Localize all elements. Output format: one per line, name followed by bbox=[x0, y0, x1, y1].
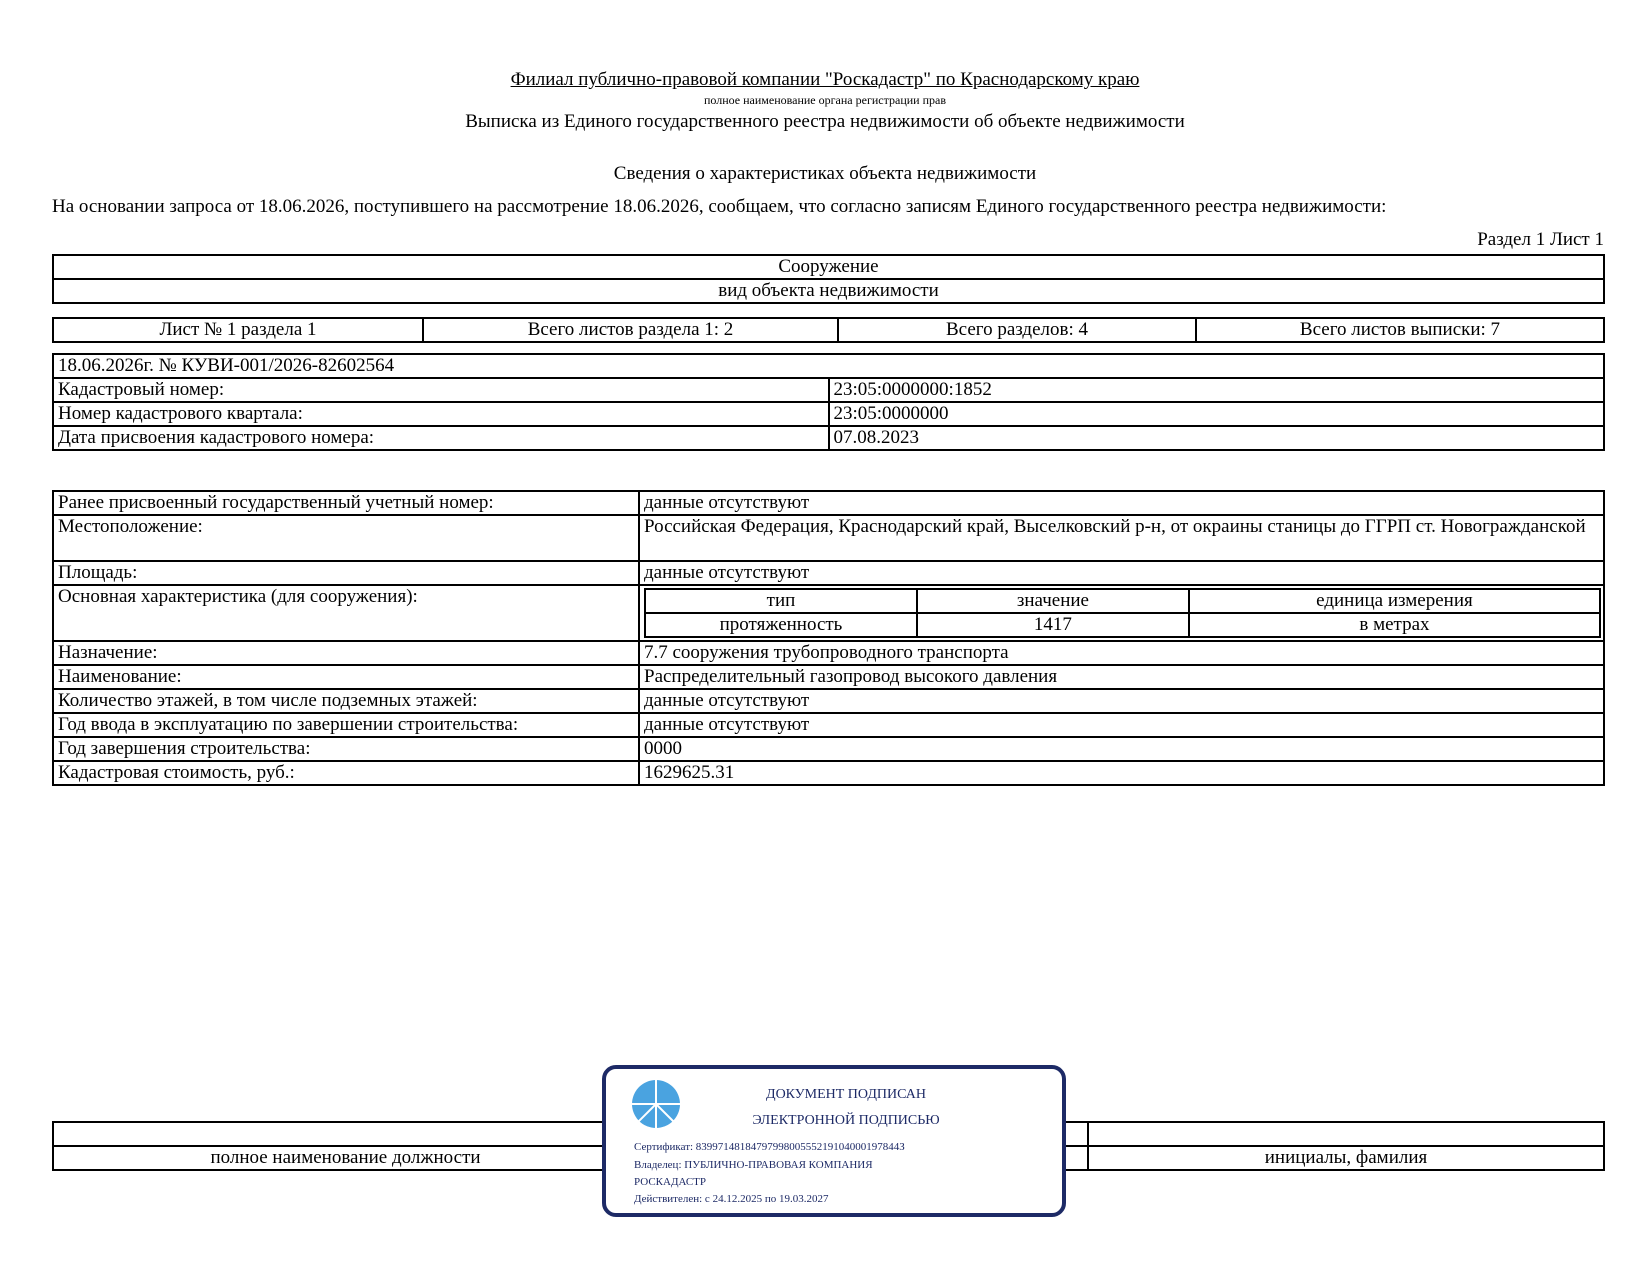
stamp-line-2: ЭЛЕКТРОННОЙ ПОДПИСЬЮ bbox=[752, 1113, 940, 1128]
sheet-number: Лист № 1 раздела 1 bbox=[53, 318, 423, 342]
floors-value: данные отсутствуют bbox=[639, 689, 1604, 713]
position-caption: полное наименование должности bbox=[53, 1146, 638, 1170]
name-label: Наименование: bbox=[53, 665, 639, 689]
commissioning-year-value: данные отсутствуют bbox=[639, 713, 1604, 737]
electronic-signature-stamp bbox=[602, 1065, 1066, 1217]
name-field bbox=[1088, 1122, 1604, 1146]
floors-label: Количество этажей, в том числе подземных этажей: bbox=[53, 689, 639, 713]
cadastral-number-label: Кадастровый номер: bbox=[53, 378, 829, 402]
position-field bbox=[53, 1122, 638, 1146]
stamp-valid: Действителен: с 24.12.2025 по 19.03.2027 bbox=[634, 1193, 829, 1205]
object-kind-table bbox=[52, 254, 1605, 304]
main-char-value: 1417 bbox=[917, 613, 1189, 637]
section-sheet-label: Раздел 1 Лист 1 bbox=[1477, 229, 1604, 250]
cadastral-number-value: 23:05:0000000:1852 bbox=[829, 378, 1605, 402]
main-char-cell bbox=[639, 585, 1604, 641]
area-value: данные отсутствуют bbox=[639, 561, 1604, 585]
object-kind: Сооружение bbox=[53, 255, 1604, 279]
assignment-date-label: Дата присвоения кадастрового номера: bbox=[53, 426, 829, 450]
main-char-header-unit: единица измерения bbox=[1189, 589, 1600, 613]
purpose-value: 7.7 сооружения трубопроводного транспорта bbox=[639, 641, 1604, 665]
cadastral-quarter-value: 23:05:0000000 bbox=[829, 402, 1605, 426]
cadastral-quarter-label: Номер кадастрового квартала: bbox=[53, 402, 829, 426]
intro-text: На основании запроса от 18.06.2026, поступившего на рассмотрение 18.06.2026, сообщаем, что согласно записям Единого государственного реестра недвижимости: bbox=[52, 196, 1387, 217]
section-title: Сведения о характеристиках объекта недвижимости bbox=[613, 163, 1037, 184]
assignment-date-value: 07.08.2023 bbox=[829, 426, 1605, 450]
cadastral-value-label: Кадастровая стоимость, руб.: bbox=[53, 761, 639, 785]
name-caption: инициалы, фамилия bbox=[1088, 1146, 1604, 1170]
stamp-line-1: ДОКУМЕНТ ПОДПИСАН bbox=[766, 1087, 926, 1102]
location-label: Местоположение: bbox=[53, 515, 639, 561]
main-char-unit: в метрах bbox=[1189, 613, 1600, 637]
construction-year-value: 0000 bbox=[639, 737, 1604, 761]
total-sheets: Всего листов выписки: 7 bbox=[1196, 318, 1604, 342]
details-table bbox=[52, 490, 1605, 786]
doc-title: Выписка из Единого государственного реестра недвижимости об объекте недвижимости bbox=[465, 111, 1185, 132]
location-value: Российская Федерация, Краснодарский край, Выселковский р-н, от окраины станицы до ГГРП ст. Новогражданской bbox=[639, 515, 1604, 561]
commissioning-year-label: Год ввода в эксплуатацию по завершении строительства: bbox=[53, 713, 639, 737]
name-value: Распределительный газопровод высокого давления bbox=[639, 665, 1604, 689]
roskadastr-logo-icon bbox=[630, 1078, 682, 1130]
main-char-type: протяженность bbox=[645, 613, 917, 637]
main-char-table bbox=[644, 588, 1601, 638]
construction-year-label: Год завершения строительства: bbox=[53, 737, 639, 761]
area-label: Площадь: bbox=[53, 561, 639, 585]
main-char-label: Основная характеристика (для сооружения): bbox=[53, 585, 639, 641]
cadastral-value-value: 1629625.31 bbox=[639, 761, 1604, 785]
org-name: Филиал публично-правовой компании "Роскадастр" по Краснодарскому краю bbox=[510, 69, 1140, 90]
stamp-certificate: Сертификат: 8399714818479799800555219104000197844З bbox=[634, 1141, 905, 1153]
stamp-owner-1: Владелец: ПУБЛИЧНО-ПРАВОВАЯ КОМПАНИЯ bbox=[634, 1159, 873, 1171]
stamp-owner-2: РОСКАДАСТР bbox=[634, 1176, 707, 1188]
main-char-header-type: тип bbox=[645, 589, 917, 613]
purpose-label: Назначение: bbox=[53, 641, 639, 665]
main-char-header-value: значение bbox=[917, 589, 1189, 613]
total-section-sheets: Всего листов раздела 1: 2 bbox=[423, 318, 838, 342]
sheets-table bbox=[52, 317, 1605, 343]
ids-table bbox=[52, 353, 1605, 451]
object-kind-caption: вид объекта недвижимости bbox=[53, 279, 1604, 303]
org-caption: полное наименование органа регистрации прав bbox=[703, 93, 947, 107]
prev-number-value: данные отсутствуют bbox=[639, 491, 1604, 515]
total-sections: Всего разделов: 4 bbox=[838, 318, 1196, 342]
prev-number-label: Ранее присвоенный государственный учетный номер: bbox=[53, 491, 639, 515]
doc-number: 18.06.2026г. № КУВИ-001/2026-82602564 bbox=[53, 354, 1604, 378]
